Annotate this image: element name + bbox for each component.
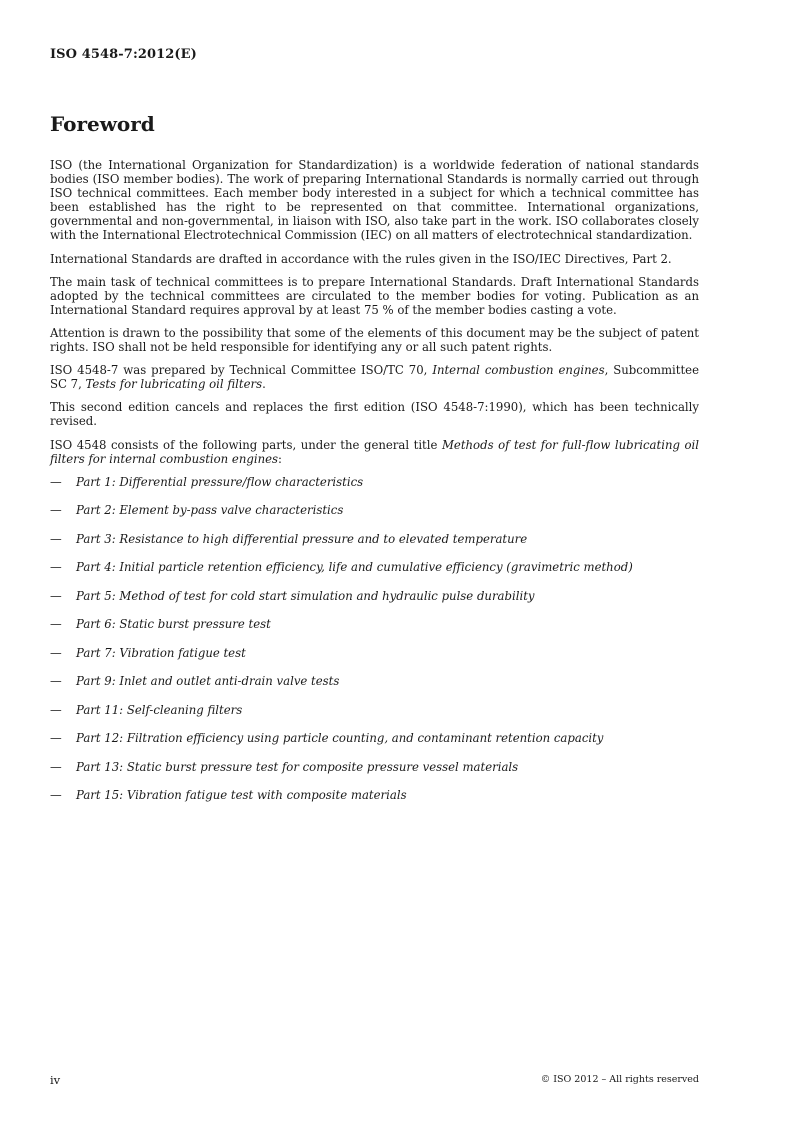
list-item xyxy=(50,703,699,717)
copyright-notice: © ISO 2012 – All rights reserved xyxy=(540,1074,699,1085)
list-dash: — xyxy=(50,503,62,518)
list-item xyxy=(50,788,699,802)
parts-intro-text-1: ISO 4548 consists of the following parts, under the general title xyxy=(50,437,442,452)
list-item-text: Part 13: Static burst pressure test for composite pressure vessel materials xyxy=(76,759,519,774)
paragraph-patent-rights: Attention is drawn to the possibility that some of the elements of this document may be the subject of patent rights. ISO shall not be held responsible for identifying any or all such patent rights. xyxy=(50,325,699,355)
list-item-text: Part 7: Vibration fatigue test xyxy=(76,645,246,660)
list-item-text: Part 15: Vibration fatigue test with composite materials xyxy=(76,788,407,803)
list-item xyxy=(50,731,699,745)
list-item-text: Part 4: Initial particle retention efficiency, life and cumulative efficiency (gravimetric method) xyxy=(76,560,633,575)
prepared-by-text-3: . xyxy=(262,377,266,392)
list-dash: — xyxy=(50,617,62,632)
list-item xyxy=(50,617,699,631)
list-item xyxy=(50,475,699,489)
list-dash: — xyxy=(50,645,62,660)
list-dash: — xyxy=(50,731,62,746)
list-item xyxy=(50,503,699,517)
list-item-text: Part 11: Self-cleaning filters xyxy=(76,702,243,717)
list-item xyxy=(50,646,699,660)
list-dash: — xyxy=(50,474,62,489)
list-dash: — xyxy=(50,702,62,717)
paragraph-edition: This second edition cancels and replaces the first edition (ISO 4548-7:1990), which has been technically revised. xyxy=(50,400,699,429)
list-item xyxy=(50,560,699,574)
list-item-text: Part 5: Method of test for cold start simulation and hydraulic pulse durability xyxy=(76,588,535,603)
foreword-content xyxy=(50,112,699,817)
list-item xyxy=(50,674,699,688)
list-item-text: Part 1: Differential pressure/flow characteristics xyxy=(76,474,364,489)
paragraph-prepared-by xyxy=(50,363,699,391)
list-item xyxy=(50,760,699,774)
paragraph-parts-intro xyxy=(50,438,699,466)
general-title: Methods of test for full-flow lubricating oil filters for internal combustion engines xyxy=(50,437,699,466)
list-item-text: Part 2: Element by-pass valve characteristics xyxy=(76,503,344,518)
list-dash: — xyxy=(50,788,62,803)
list-dash: — xyxy=(50,588,62,603)
list-item-text: Part 3: Resistance to high differential pressure and to elevated temperature xyxy=(76,531,528,546)
list-item-text: Part 9: Inlet and outlet anti-drain valve tests xyxy=(76,674,340,689)
page-title: Foreword xyxy=(50,112,155,136)
paragraph-iso-overview: ISO (the International Organization for Standardization) is a worldwide federation of national standards bodies (ISO member bodies). The work of preparing International Standards is normally carried out through ISO technical committees. Each member body interested in a subject for which a technical committee has been established has the right to be represented on that committee. International organizations, governmental and non-governmental, in liaison with ISO, also take part in the work. ISO collaborates closely with the International Electrotechnical Commission (IEC) on all matters of electrotechnical standardization. xyxy=(50,158,699,243)
parts-intro-text-2: : xyxy=(278,451,282,466)
paragraph-directives: International Standards are drafted in accordance with the rules given in the ISO/IEC Directives, Part 2. xyxy=(50,251,672,266)
list-dash: — xyxy=(50,560,62,575)
list-dash: — xyxy=(50,759,62,774)
list-dash: — xyxy=(50,674,62,689)
subcommittee-title: Tests for lubricating oil filters xyxy=(85,377,263,392)
parts-list xyxy=(50,475,699,803)
list-item xyxy=(50,532,699,546)
paragraph-committee-task: The main task of technical committees is to prepare International Standards. Draft International Standards adopted by the technical committees are circulated to the member bodies for voting. Publication as an International Standard requires approval by at least 75 % of the member bodies casting a vote. xyxy=(50,274,699,317)
document-identifier: ISO 4548-7:2012(E) xyxy=(50,47,197,62)
prepared-by-text-2: , Subcommittee SC 7, xyxy=(50,363,699,392)
list-item-text: Part 6: Static burst pressure test xyxy=(76,617,271,632)
page-number: iv xyxy=(50,1073,61,1087)
prepared-by-text-1: ISO 4548-7 was prepared by Technical Committee ISO/TC 70, xyxy=(50,363,433,378)
committee-title: Internal combustion engines xyxy=(432,363,605,378)
list-item xyxy=(50,589,699,603)
list-item-text: Part 12: Filtration efficiency using particle counting, and contaminant retention capacity xyxy=(76,731,604,746)
list-dash: — xyxy=(50,531,62,546)
